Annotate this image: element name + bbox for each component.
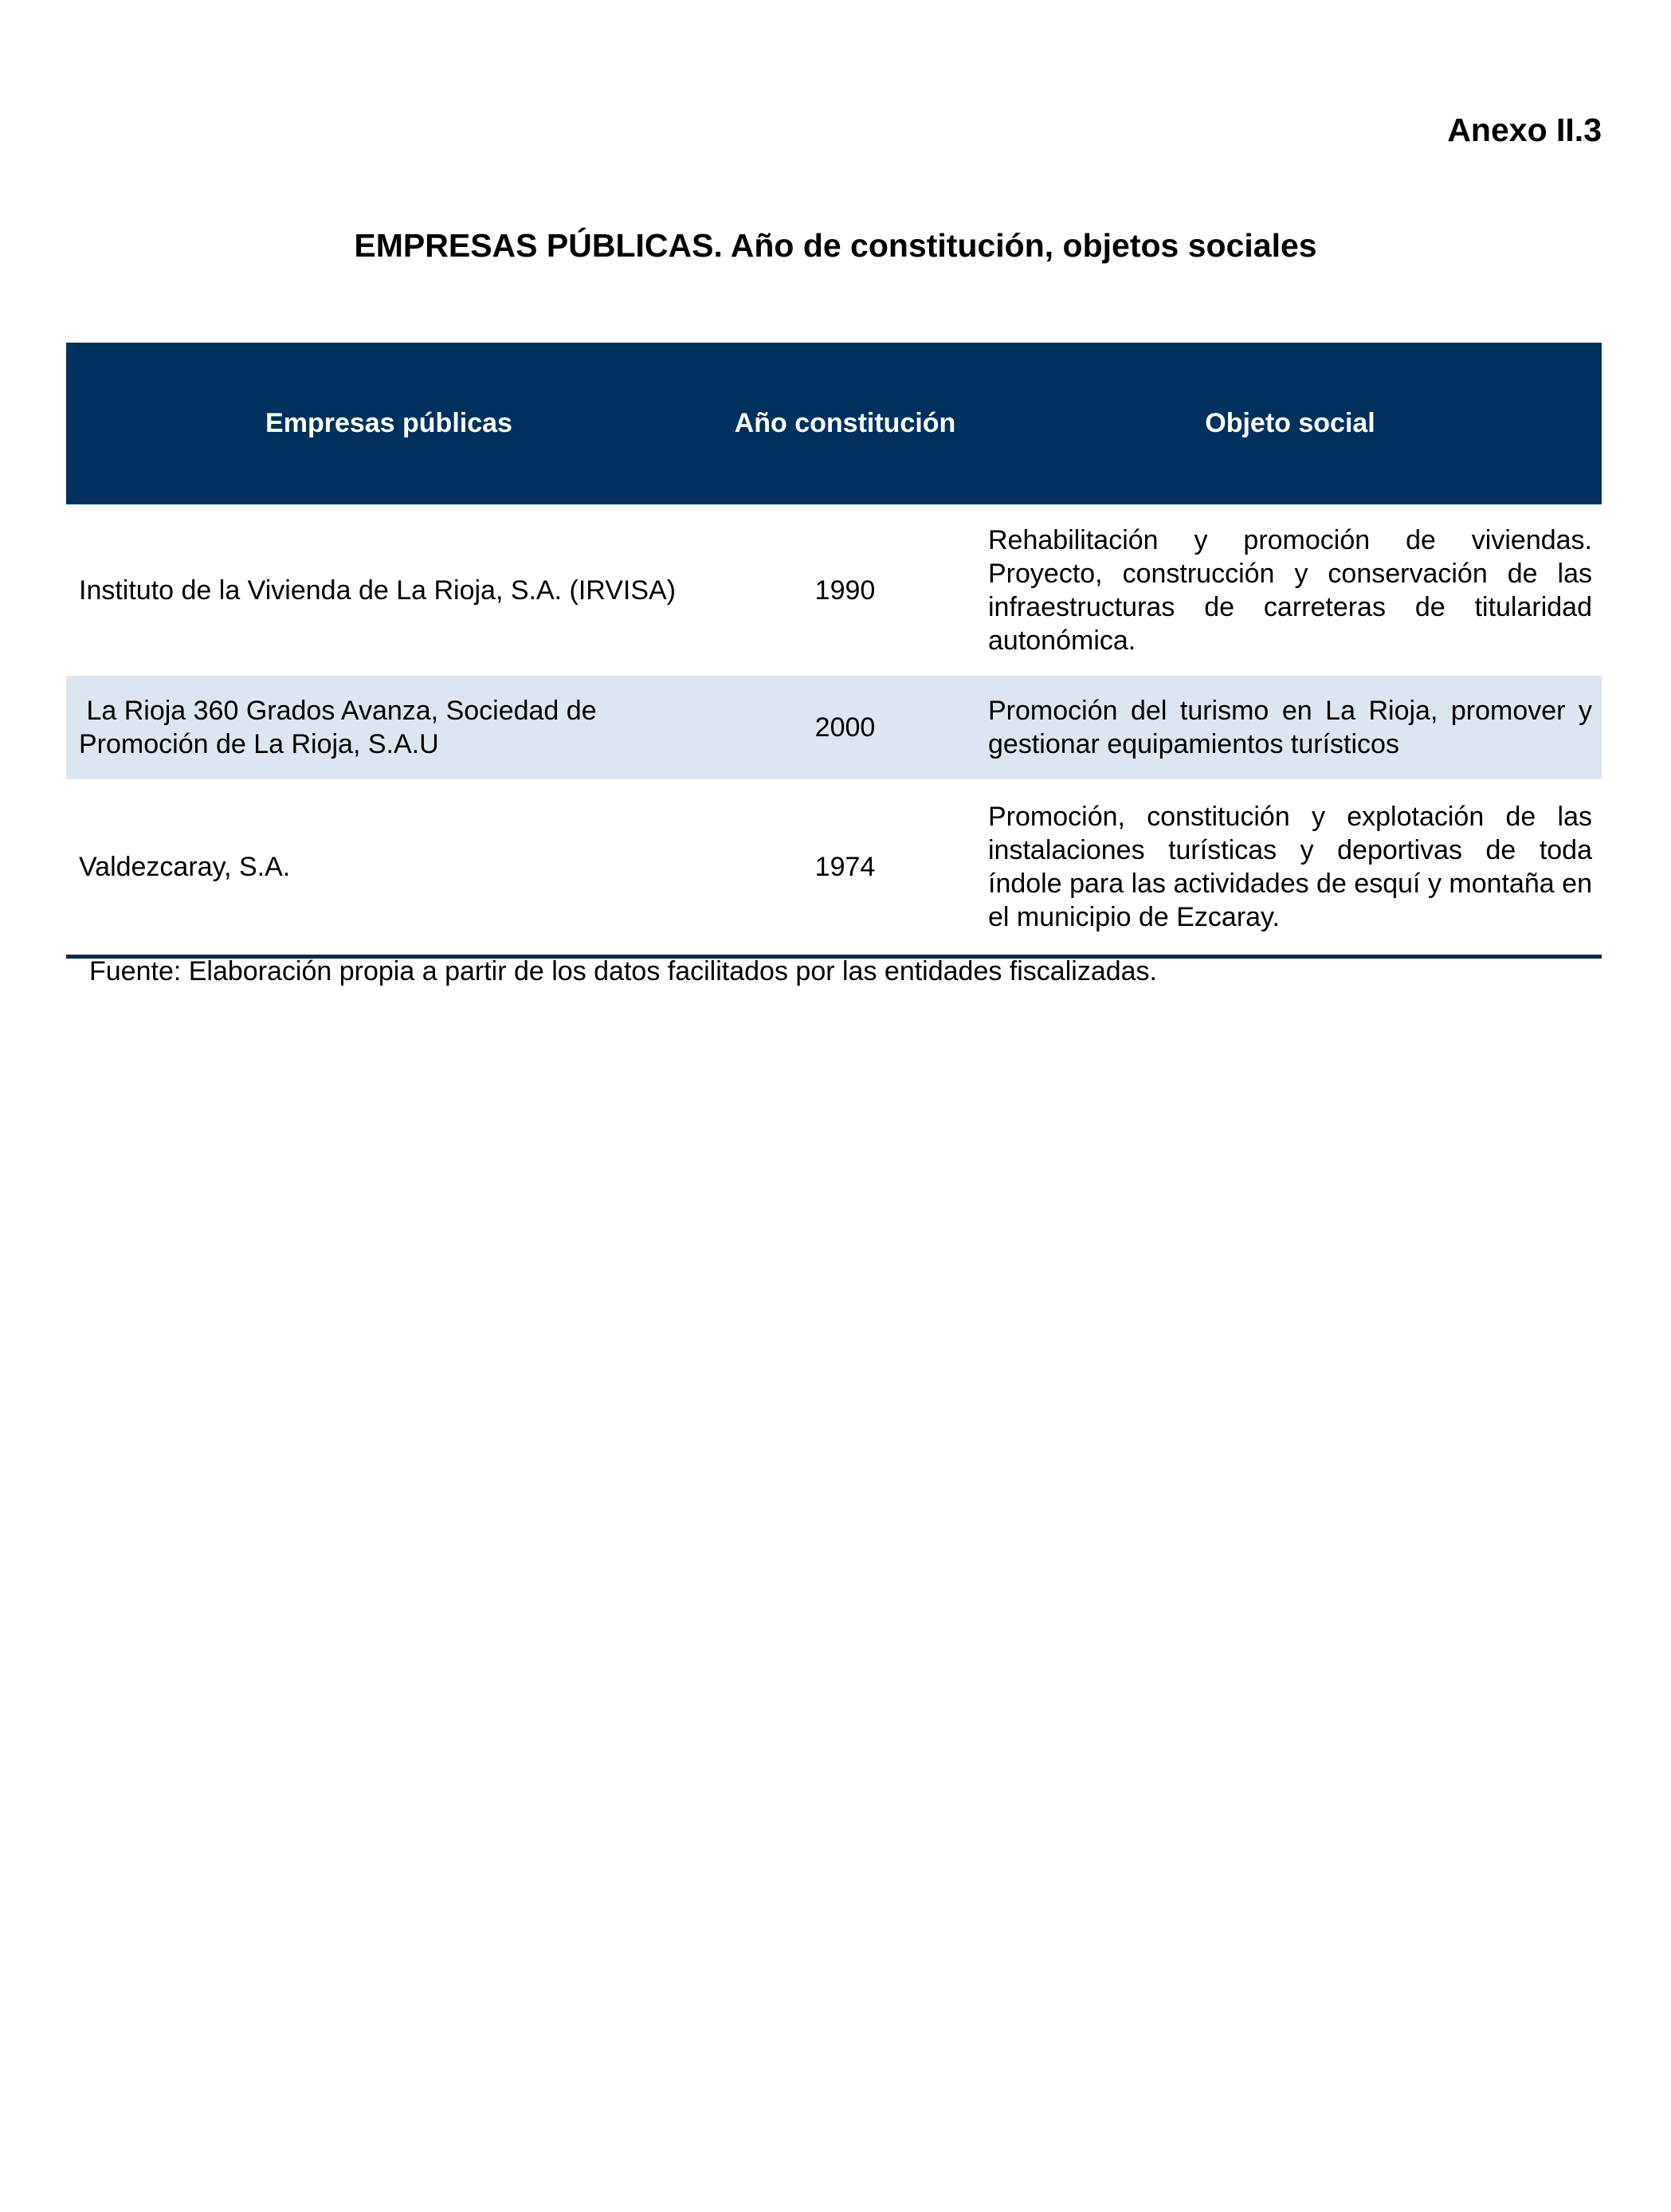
company-name-cell: La Rioja 360 Grados Avanza, Sociedad de Promoción de La Rioja, S.A.U (79, 696, 605, 759)
table-row (66, 504, 1602, 676)
company-name-cell: Instituto de la Vivienda de La Rioja, S.A. (IRVISA) (79, 575, 677, 606)
year-cell: 2000 (814, 712, 876, 743)
annex-label: Anexo II.3 (1447, 112, 1602, 148)
column-header-objeto: Objeto social (1205, 408, 1375, 438)
companies-table-wrapper (66, 343, 1602, 959)
page-title: EMPRESAS PÚBLICAS. Año de constitución, objetos sociales (354, 227, 1317, 264)
social-object-cell: Promoción, constitución y explotación de las instalaciones turísticas y deportivas de toda índole para las actividades de esquí y montaña en el municipio de Ezcaray. (979, 779, 1602, 957)
year-cell: 1990 (814, 575, 876, 606)
year-cell: 1974 (712, 779, 979, 957)
social-object-cell: Promoción del turismo en La Rioja, promover y gestionar equipamientos turísticos (988, 696, 1592, 759)
column-header-anio: Año constitución (734, 408, 956, 438)
companies-table (66, 343, 1602, 959)
table-row (66, 779, 1602, 957)
company-name-cell: Valdezcaray, S.A. (66, 779, 712, 957)
source-note: Fuente: Elaboración propia a partir de los datos facilitados por las entidades fiscalizadas. (89, 956, 1157, 986)
table-row (66, 676, 1602, 779)
column-header-empresas: Empresas públicas (265, 408, 512, 438)
table-header-row (66, 343, 1602, 504)
social-object-cell: Rehabilitación y promoción de viviendas. Proyecto, construcción y conservación de las infraestructuras de carreteras de titularidad autonómica. (988, 524, 1592, 656)
